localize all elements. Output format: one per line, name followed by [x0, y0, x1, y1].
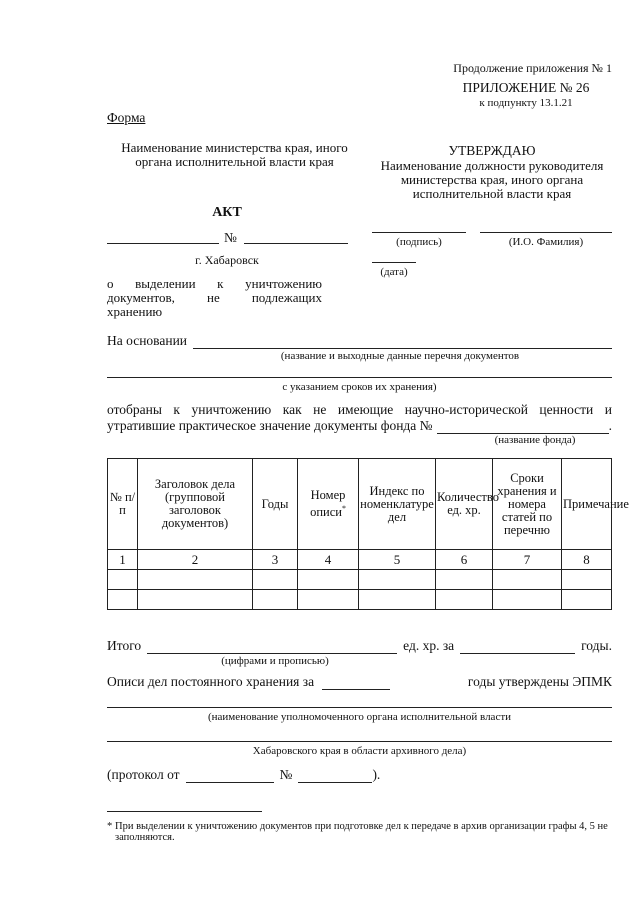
header-cell-index: Индекс по номенклатуре дел [359, 459, 436, 550]
authority-line-2 [107, 741, 612, 742]
date-caption: (дата) [380, 266, 408, 278]
authority-line-1 [107, 707, 612, 708]
table-header-row [108, 459, 612, 550]
act-number-line [244, 243, 348, 244]
continuation-note: Продолжение приложения № 1 [453, 61, 612, 75]
total-units: ед. хр. за [403, 638, 455, 653]
signature-line [372, 232, 466, 233]
basis-caption-1: (название и выходные данные перечня документов [280, 350, 520, 362]
basis-line [193, 334, 612, 349]
protocol-date-line [186, 768, 274, 783]
column-number: 2 [138, 550, 253, 570]
footnote-divider [107, 811, 262, 812]
total-label: Итого [107, 638, 142, 653]
total-amount-line [147, 639, 397, 654]
table-cell[interactable] [253, 590, 298, 610]
header-cell-number: № п/п [108, 459, 138, 550]
selection-sentence-2-text: утратившие практическое значение документы фонда № [107, 418, 433, 433]
footnote-asterisk: * [107, 821, 113, 832]
protocol-number-sign: № [279, 767, 293, 782]
city: г. Хабаровск [195, 253, 259, 267]
form-label: Форма [107, 110, 146, 125]
full-name-line [480, 232, 612, 233]
selection-sentence-2 [107, 418, 612, 434]
table-cell[interactable] [108, 570, 138, 590]
column-number: 4 [298, 550, 359, 570]
table-cell[interactable] [436, 570, 493, 590]
inventory-text-end: годы утверждены ЭПМК [467, 674, 612, 689]
authority-caption-2: Хабаровского края в области архивного дела) [252, 745, 467, 757]
protocol-number-line [298, 768, 372, 783]
sentence-end: . [608, 418, 612, 433]
header-cell-notes: Примечание [562, 459, 612, 550]
table-cell[interactable] [108, 590, 138, 610]
act-subject: о выделении к уничтожению документов, не подлежащих хранению [107, 276, 322, 319]
table-cell[interactable] [359, 570, 436, 590]
authority-caption-1: (наименование уполномоченного органа исполнительной власти [207, 711, 512, 723]
selection-sentence-1: отобраны к уничтожению как не имеющие научно-исторической ценности и [107, 402, 612, 417]
table-row [108, 570, 612, 590]
act-number-sign: № [224, 230, 237, 245]
table-cell[interactable] [138, 590, 253, 610]
basis-label: На основании [107, 333, 188, 348]
fund-caption: (название фонда) [494, 434, 576, 446]
fund-number-line [437, 419, 609, 434]
column-number: 8 [562, 550, 612, 570]
header-cell-terms: Сроки хранения и номера статей по перечню [493, 459, 562, 550]
full-name-caption: (И.О. Фамилия) [508, 236, 584, 248]
signature-caption: (подпись) [396, 236, 442, 248]
inventory-row [107, 674, 612, 690]
table-cell[interactable] [436, 590, 493, 610]
inventory-years-line [322, 675, 390, 690]
footnote-mark: * [341, 503, 346, 513]
table-cell[interactable] [562, 590, 612, 610]
protocol-text-start: (протокол от [107, 767, 180, 782]
protocol-text-end: ). [372, 767, 381, 782]
total-years-line [460, 639, 575, 654]
table-cell[interactable] [298, 590, 359, 610]
table-cell[interactable] [562, 570, 612, 590]
basis-caption-2: с указанием сроков их хранения) [282, 381, 437, 393]
table-cell[interactable] [493, 590, 562, 610]
act-date-line [107, 243, 219, 244]
column-number: 1 [108, 550, 138, 570]
appendix-title: ПРИЛОЖЕНИЕ № 26 [462, 80, 590, 95]
total-years: годы. [581, 638, 612, 653]
table-cell[interactable] [138, 570, 253, 590]
table-cell[interactable] [253, 570, 298, 590]
table-cell[interactable] [298, 570, 359, 590]
approve-title: УТВЕРЖДАЮ [448, 143, 536, 158]
column-number: 7 [493, 550, 562, 570]
table-cell[interactable] [493, 570, 562, 590]
inventory-text-start: Описи дел постоянного хранения за [107, 674, 315, 689]
table-number-row [108, 550, 612, 570]
appendix-subpoint: к подпункту 13.1.21 [479, 97, 573, 109]
total-row [107, 638, 612, 654]
header-cell-years: Годы [253, 459, 298, 550]
documents-table [107, 458, 629, 610]
header-cell-inventory: Номер описи* [298, 459, 359, 550]
footnote [107, 821, 612, 843]
act-title: АКТ [212, 205, 242, 220]
column-number: 5 [359, 550, 436, 570]
header-cell-quantity: Количество ед. хр. [436, 459, 493, 550]
footnote-text: При выделении к уничтожению документов при подготовке дел к передаче в архив организации графы 4, 5 не заполняются. [115, 821, 608, 843]
basis-row [107, 333, 612, 349]
header-cell-title: Заголовок дела (групповой заголовок документов) [138, 459, 253, 550]
protocol-row [107, 767, 380, 783]
basis-line-2 [107, 377, 612, 378]
approver-position: Наименование должности руководителя министерства края, иного органа исполнительной власти края [380, 158, 604, 201]
date-line [372, 262, 416, 263]
table-cell[interactable] [359, 590, 436, 610]
column-number: 6 [436, 550, 493, 570]
total-caption: (цифрами и прописью) [221, 655, 329, 667]
table-row [108, 590, 612, 610]
org-name: Наименование министерства края, иного органа исполнительной власти края [121, 140, 348, 169]
column-number: 3 [253, 550, 298, 570]
